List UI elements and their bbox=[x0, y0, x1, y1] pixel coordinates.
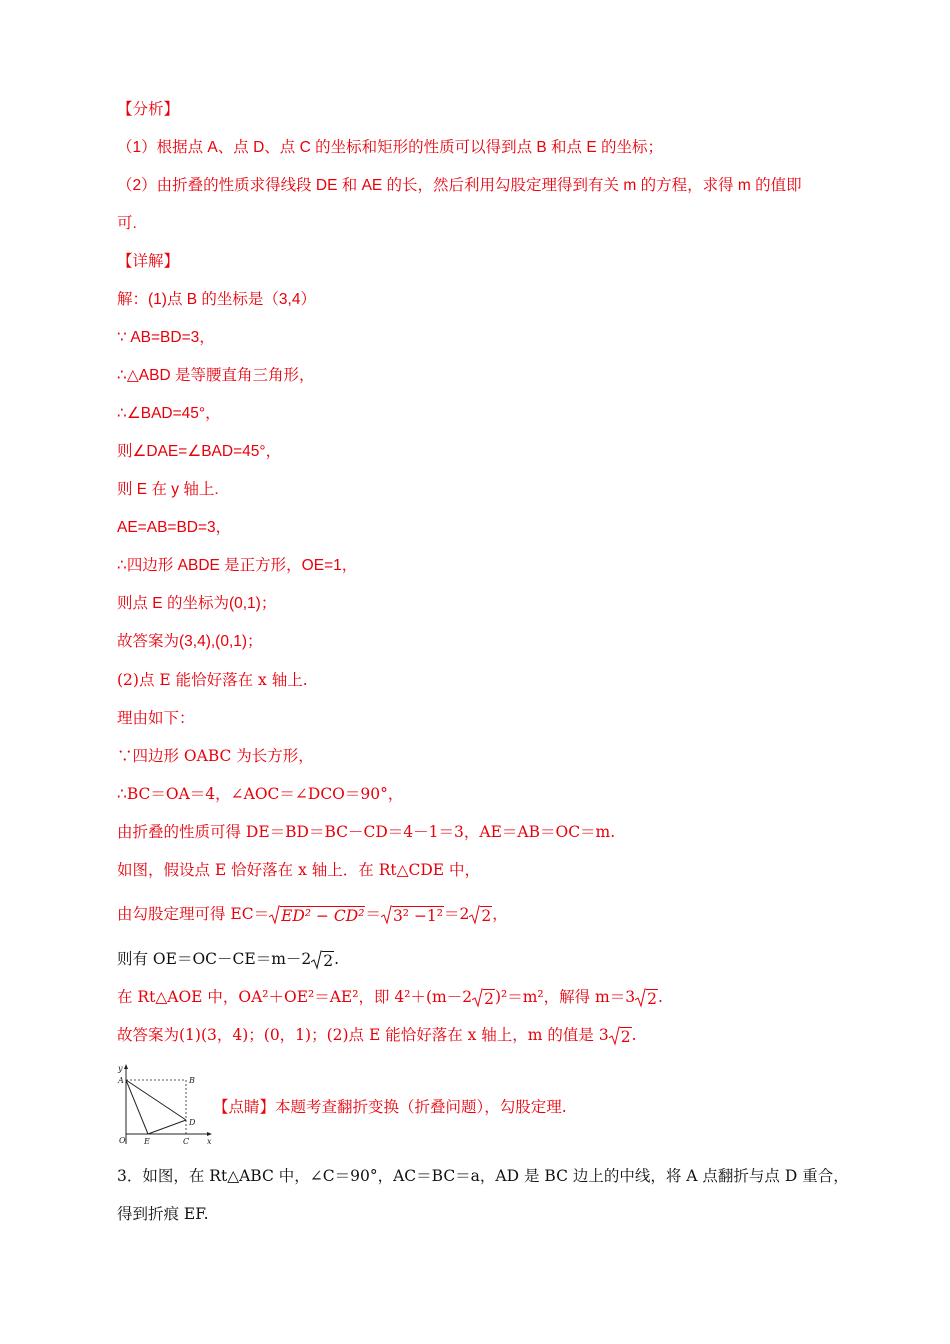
detail-heading: 【详解】 bbox=[117, 253, 180, 270]
detail-line-2: ∵ AB=BD=3， bbox=[117, 329, 215, 346]
detail-line-18 bbox=[117, 949, 339, 970]
label-o: O bbox=[119, 1136, 126, 1145]
radical-ed-cd bbox=[269, 905, 365, 925]
sqrt-icon bbox=[609, 1026, 620, 1046]
problem-3-line-1: 3．如图，在 Rt△ABC 中，∠C＝90°，AC＝BC＝a，AD 是 BC 边上的中线，将 A 点翻折与点 D 重合， bbox=[117, 1167, 849, 1185]
detail-line-13: ∵四边形 OABC 为长方形， bbox=[117, 747, 314, 765]
analysis-point-2: （2）由折叠的性质求得线段 DE 和 AE 的长，然后利用勾股定理得到有关 m 的方程，求得 m 的值即 bbox=[117, 177, 802, 194]
radicand-ed-cd: ED² − CD² bbox=[281, 907, 365, 925]
label-c: C bbox=[183, 1137, 190, 1146]
x-axis-arrow-icon bbox=[207, 1132, 212, 1136]
radicand-3-1: 3² −1² bbox=[392, 907, 444, 925]
eq-17-text-c: ， bbox=[492, 905, 508, 923]
eq-17-text-a: 由勾股定理可得 EC＝ bbox=[117, 905, 270, 923]
radical-2 bbox=[472, 988, 495, 1008]
segment-ae bbox=[126, 1080, 148, 1134]
eq-19-text-c: . bbox=[658, 988, 663, 1006]
eq-18-text-b: . bbox=[334, 950, 340, 968]
sqrt-icon bbox=[381, 905, 392, 925]
detail-line-7: AE=AB=BD=3， bbox=[117, 519, 232, 536]
eq-19-text-b: )²＝m²，解得 m＝3 bbox=[494, 988, 636, 1006]
eq-19-text-a: 在 Rt△AOE 中，OA²＋OE²＝AE²，即 4²＋(m－2 bbox=[117, 988, 473, 1006]
detail-line-9: 则点 E 的坐标为(0,1)； bbox=[117, 595, 277, 612]
radicand-2: 2 bbox=[647, 990, 657, 1008]
detail-line-4: ∴∠BAD=45°， bbox=[117, 405, 221, 422]
analysis-heading: 【分析】 bbox=[117, 101, 180, 118]
eq-18-text-a: 则有 OE＝OC－CE＝m－2 bbox=[117, 950, 312, 968]
detail-line-14: ∴BC＝OA＝4，∠AOC＝∠DCO＝90°， bbox=[117, 785, 404, 803]
radicand-2: 2 bbox=[481, 907, 492, 925]
detail-line-19 bbox=[117, 987, 663, 1008]
eq-17-text-b: ＝2 bbox=[444, 905, 470, 923]
detail-line-5: 则∠DAE=∠BAD=45°， bbox=[117, 443, 282, 460]
radicand-2: 2 bbox=[323, 952, 334, 970]
sqrt-icon bbox=[311, 950, 322, 970]
sqrt-icon bbox=[269, 905, 280, 925]
radical-2 bbox=[469, 905, 492, 925]
label-x: x bbox=[207, 1137, 212, 1146]
sqrt-icon bbox=[472, 988, 483, 1008]
detail-line-17 bbox=[117, 904, 508, 925]
label-a: A bbox=[118, 1076, 124, 1085]
detail-line-6: 则 E 在 y 轴上. bbox=[117, 481, 219, 498]
eq-17-equals: ＝ bbox=[365, 905, 381, 923]
detail-line-16: 如图，假设点 E 恰好落在 x 轴上．在 Rt△CDE 中， bbox=[117, 861, 481, 879]
detail-line-12: 理由如下： bbox=[117, 709, 195, 727]
sqrt-icon bbox=[469, 905, 480, 925]
label-d: D bbox=[189, 1118, 196, 1127]
eq-20-text-b: . bbox=[631, 1026, 637, 1044]
eq-20-text-a: 故答案为(1)(3，4)；(0，1)；(2)点 E 能恰好落在 x 轴上，m 的值是 3 bbox=[117, 1026, 609, 1044]
y-axis-arrow-icon bbox=[124, 1064, 128, 1069]
comment-line: 【点睛】本题考查翻折变换（折叠问题），勾股定理. bbox=[213, 1098, 567, 1116]
radicand-2: 2 bbox=[620, 1028, 631, 1046]
segment-ed bbox=[148, 1120, 186, 1134]
detail-line-15: 由折叠的性质可得 DE＝BD＝BC－CD＝4－1＝3，AE＝AB＝OC＝m. bbox=[117, 823, 616, 841]
detail-line-10: 故答案为(3,4),(0,1)； bbox=[117, 633, 263, 650]
geometry-figure bbox=[114, 1064, 214, 1148]
label-e: E bbox=[144, 1137, 150, 1146]
radicand-2: 2 bbox=[484, 990, 494, 1008]
sqrt-icon bbox=[635, 988, 646, 1008]
analysis-point-2-continued: 可. bbox=[117, 215, 137, 232]
label-b: B bbox=[189, 1076, 195, 1085]
detail-line-1: 解：(1)点 B 的坐标是（3,4） bbox=[117, 291, 316, 308]
radical-2 bbox=[635, 988, 658, 1008]
detail-line-20 bbox=[117, 1025, 637, 1046]
radical-2 bbox=[311, 950, 334, 970]
detail-line-8: ∴四边形 ABDE 是正方形，OE=1， bbox=[117, 557, 358, 574]
label-y: y bbox=[118, 1064, 123, 1073]
problem-3-line-2: 得到折痕 EF. bbox=[117, 1205, 209, 1223]
analysis-point-1: （1）根据点 A、点 D、点 C 的坐标和矩形的性质可以得到点 B 和点 E 的坐标； bbox=[117, 139, 663, 156]
segment-ad bbox=[126, 1080, 186, 1120]
detail-line-11: (2)点 E 能恰好落在 x 轴上. bbox=[117, 671, 308, 689]
detail-line-3: ∴△ABD 是等腰直角三角形， bbox=[117, 367, 315, 384]
radical-3-1 bbox=[381, 905, 444, 925]
radical-2 bbox=[609, 1026, 632, 1046]
